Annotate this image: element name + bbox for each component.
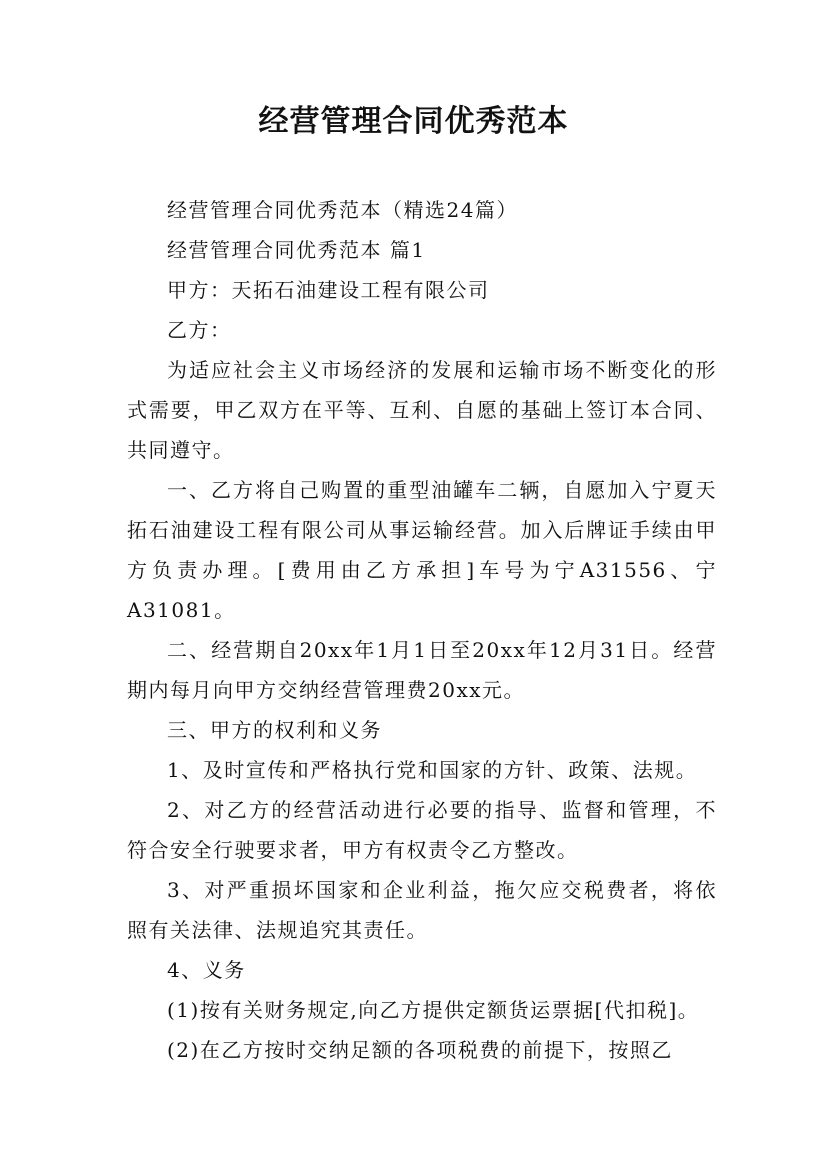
paragraph-section-title: 经营管理合同优秀范本 篇1 bbox=[167, 238, 426, 262]
paragraph-party-b: 乙方： bbox=[167, 318, 232, 342]
paragraph-clause-3-heading: 三、甲方的权利和义务 bbox=[167, 718, 382, 742]
document-body bbox=[127, 190, 717, 1070]
paragraph-item-2: 2、对乙方的经营活动进行必要的指导、监督和管理，不符合安全行驶要求者，甲方有权责令乙方整改。 bbox=[127, 798, 717, 862]
paragraph-clause-1: 一、乙方将自己购置的重型油罐车二辆，自愿加入宁夏天拓石油建设工程有限公司从事运输经营。加入后牌证手续由甲方负责办理。[费用由乙方承担]车号为宁A31556、宁A31081。 bbox=[127, 478, 717, 622]
paragraph-item-3: 3、对严重损坏国家和企业利益，拖欠应交税费者，将依照有关法律、法规追究其责任。 bbox=[127, 878, 717, 942]
paragraph-party-a: 甲方：天拓石油建设工程有限公司 bbox=[167, 278, 490, 302]
paragraph-subitem-1: (1)按有关财务规定,向乙方提供定额货运票据[代扣税]。 bbox=[167, 998, 700, 1022]
paragraph-preamble: 为适应社会主义市场经济的发展和运输市场不断变化的形式需要，甲乙双方在平等、互利、自愿的基础上签订本合同、共同遵守。 bbox=[127, 358, 717, 462]
document-title: 经营管理合同优秀范本 bbox=[258, 104, 569, 139]
paragraph-subitem-2: (2)在乙方按时交纳足额的各项税费的前提下，按照乙 bbox=[167, 1038, 673, 1062]
paragraph-item-4: 4、义务 bbox=[167, 958, 246, 982]
paragraph-heading: 经营管理合同优秀范本（精选24篇） bbox=[167, 198, 518, 222]
paragraph-item-1: 1、及时宣传和严格执行党和国家的方针、政策、法规。 bbox=[167, 758, 698, 782]
paragraph-clause-2: 二、经营期自20xx年1月1日至20xx年12月31日。经营期内每月向甲方交纳经营管理费20xx元。 bbox=[127, 638, 717, 702]
